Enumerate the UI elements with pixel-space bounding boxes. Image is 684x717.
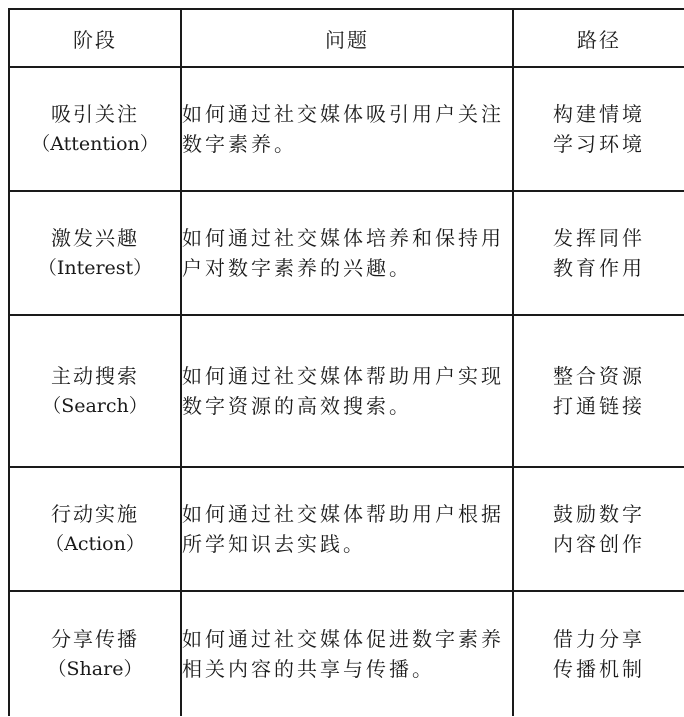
path-cell: [513, 591, 684, 716]
header-stage: 阶段: [9, 9, 181, 67]
table-row: [9, 315, 684, 467]
path-cell: [513, 315, 684, 467]
path-cell: [513, 67, 684, 191]
question-cell: 如何通过社交媒体帮助用户实现数字资源的高效搜索。: [181, 315, 513, 467]
path-line: 整合资源: [553, 364, 645, 388]
path-line: 学习环境: [553, 132, 645, 156]
path-line: 内容创作: [553, 532, 645, 556]
stage-english-name: （Share）: [47, 658, 143, 680]
question-cell: 如何通过社交媒体促进数字素养相关内容的共享与传播。: [181, 591, 513, 716]
table-header-row: [9, 9, 684, 67]
header-question: 问题: [181, 9, 513, 67]
stage-cell: [9, 591, 181, 716]
stage-english-name: （Interest）: [37, 257, 153, 279]
path-line: 打通链接: [553, 394, 645, 418]
stage-name: 激发兴趣: [51, 226, 139, 250]
path-cell: [513, 467, 684, 591]
stage-name: 主动搜索: [51, 364, 139, 388]
path-line: 构建情境: [553, 102, 645, 126]
stage-cell: [9, 315, 181, 467]
header-path: 路径: [513, 9, 684, 67]
path-line: 教育作用: [553, 256, 645, 280]
table-row: [9, 467, 684, 591]
question-cell: 如何通过社交媒体培养和保持用户对数字素养的兴趣。: [181, 191, 513, 315]
path-line: 传播机制: [553, 657, 645, 681]
question-cell: 如何通过社交媒体帮助用户根据所学知识去实践。: [181, 467, 513, 591]
table-row: [9, 67, 684, 191]
stage-cell: [9, 191, 181, 315]
stage-english-name: （Action）: [45, 533, 145, 555]
stage-name: 吸引关注: [51, 102, 139, 126]
stage-name: 行动实施: [51, 502, 139, 526]
path-line: 借力分享: [553, 627, 645, 651]
stage-cell: [9, 467, 181, 591]
question-cell: 如何通过社交媒体吸引用户关注数字素养。: [181, 67, 513, 191]
stage-cell: [9, 67, 181, 191]
stage-name: 分享传播: [51, 627, 139, 651]
path-cell: [513, 191, 684, 315]
aisas-stage-table: [8, 8, 684, 716]
table-row: [9, 191, 684, 315]
stage-english-name: （Search）: [42, 395, 148, 417]
table-row: [9, 591, 684, 716]
stage-english-name: （Attention）: [31, 133, 159, 155]
path-line: 发挥同伴: [553, 226, 645, 250]
path-line: 鼓励数字: [553, 502, 645, 526]
